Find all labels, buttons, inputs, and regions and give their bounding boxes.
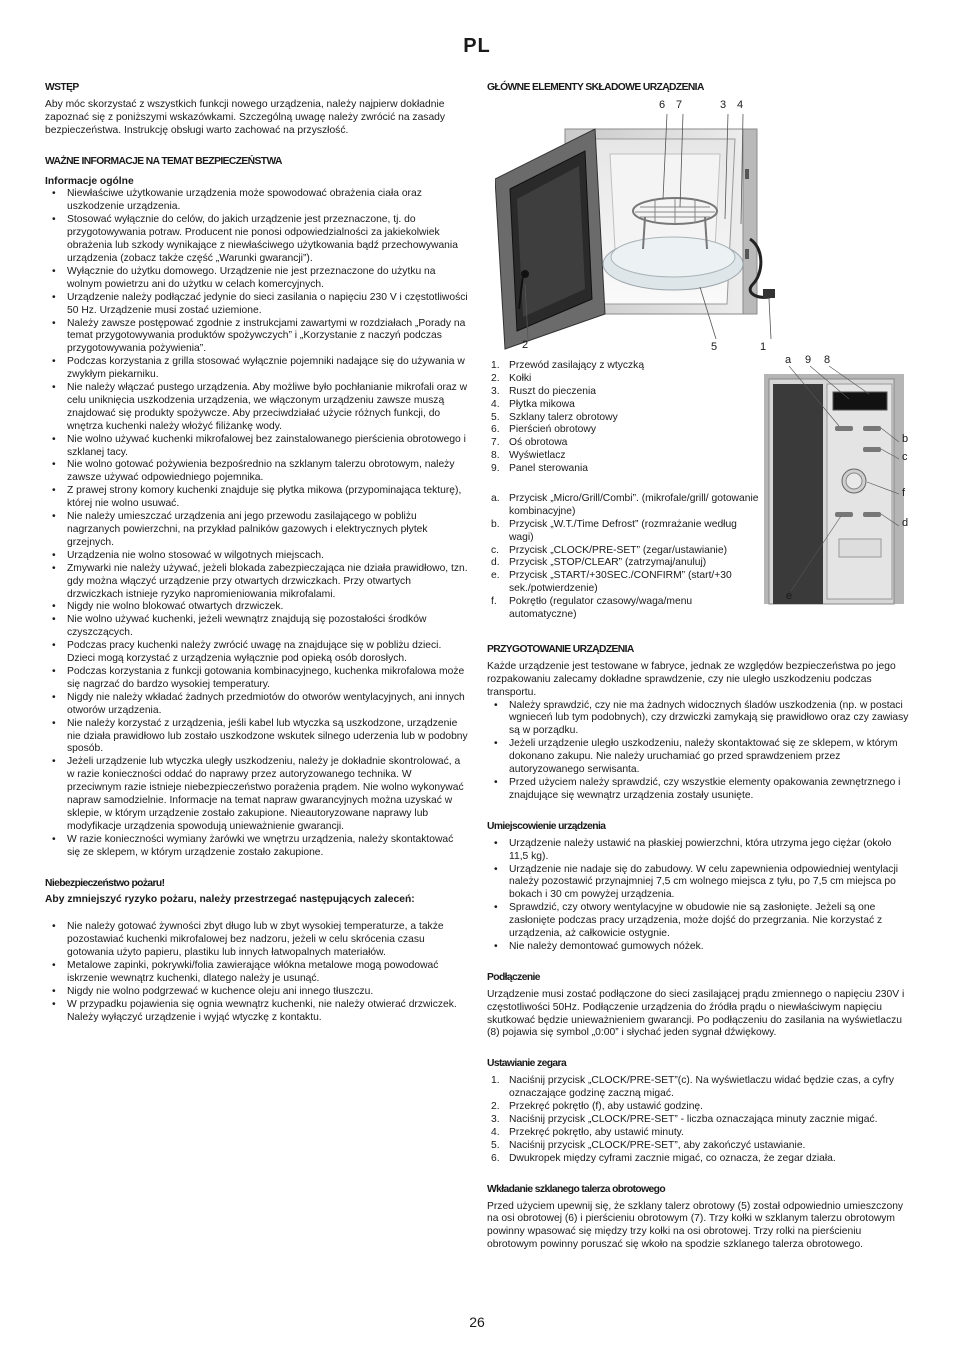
prep-text: Każde urządzenie jest testowane w fabryce, jednak ze względów bezpieczeństwa po jego rozpakowaniu zalecamy dokładne sprawdzenie, czy nie uległo uszkodzeniu podczas transportu.	[487, 660, 896, 698]
list-item: 1. Przewód zasilający z wtyczką	[491, 359, 645, 371]
placement-list	[487, 838, 910, 954]
panel-callout-b: b	[902, 432, 909, 445]
list-item: • Zmywarki nie należy używać, jeżeli blokada zabezpieczająca nie działa prawidłowo, tzn. gdy można włączyć urządzenie przy otwartych drzwiczkach. Przy otwartych drzwiczkach istnieje ryzyko napromieniowania mikrofalami.	[67, 563, 468, 602]
callout-4: 4	[737, 98, 744, 111]
intro-text: Aby móc skorzystać z wszystkich funkcji nowego urządzenia, należy najpierw dokładnie zapoznać się z poniższymi wskazówkami. Szczególną uwagę należy zwrócić na zasady bezpieczeństwa. Instrukcję obsługi warto zachować na przyszłość.	[45, 98, 446, 136]
left-column	[45, 82, 468, 1025]
list-item: • Urządzenie nie nadaje się do zabudowy. W celu zapewnienia odpowiedniej wentylacji należy pozostawić przynajmniej 7,5 cm wolnego miejsca z tyłu, po 7,5 cm miejsca po bokach i 30 cm powyżej urządzenia.	[509, 864, 910, 903]
list-item: • Nie wolno używać kuchenki, jeżeli wewnątrz znajdują się pozostałości środków czyszczących.	[67, 614, 468, 640]
parts-list	[487, 360, 762, 476]
callout-1: 1	[760, 340, 767, 353]
list-item: • Nigdy nie należy wkładać żadnych przedmiotów do otworów wentylacyjnych, ani innych otworów urządzenia.	[67, 692, 468, 718]
list-item: • Przed użyciem należy sprawdzić, czy wszystkie elementy opakowania zewnętrznego i znajdujące się wewnątrz urządzenia zostały usunięte.	[509, 777, 910, 803]
list-item: c. Przycisk „CLOCK/PRE-SET” (zegar/ustawianie)	[491, 544, 727, 556]
callout-6: 6	[659, 98, 666, 111]
safety-list	[45, 188, 468, 859]
list-item: • Sprawdzić, czy otwory wentylacyjne w obudowie nie są zasłonięte. Jeżeli są one zasłonięte podczas pracy urządzenia, może dojść do przegrzania. Nie korzystać z urządzenia, aż całkowicie ostygnie.	[509, 902, 910, 941]
list-item: • Z prawej strony komory kuchenki znajduje się płytka mikowa (przypominająca tekturę), której nie wolno usuwać.	[67, 485, 468, 511]
fire-list	[45, 921, 468, 1024]
list-item: • Nie wolno używać kuchenki mikrofalowej bez zainstalowanego pierścienia obrotowego i szklanej tacy.	[67, 434, 468, 460]
panel-callout-9: 9	[805, 353, 812, 366]
list-item: • Nie należy demontować gumowych nóżek.	[509, 941, 910, 954]
list-item: 6. Dwukropek między cyframi zacznie migać, co oznacza, że zegar działa.	[491, 1152, 836, 1164]
list-item: 5. Naciśnij przycisk „CLOCK/PRE-SET”, aby zakończyć ustawianie.	[491, 1139, 806, 1151]
connection-heading: Podłączenie	[487, 971, 540, 983]
connection-text: Urządzenie musi zostać podłączone do sieci zasilającej prądu zmiennego o napięciu 230V i częstotliwości 50Hz. Podłączenie urządzenia do źródła prądu o niewłaściwym napięciu skutkować będzie unieważnieniem gwarancji. Po podłączeniu do zasilania na wyświetlaczu (8) pojawia się symbol „0:00” i słychać jeden sygnał dźwiękowy.	[487, 988, 905, 1039]
list-item: 9. Panel sterowania	[491, 463, 588, 475]
list-item: • Nie należy włączać pustego urządzenia. Aby możliwe było pochłanianie mikrofali oraz w celu uniknięcia uszkodzenia urządzenia, we włączonym urządzeniu zawsze muszą znajdować się produkty spożywcze. Aby przeciwdziałać użycie różnych funkcji, do wnętrza kuchenki należy włożyć filiżankę wody.	[67, 382, 468, 434]
list-item: • Podczas korzystania z grilla stosować wyłącznie pojemniki nadające się do używania w zwykłym piekarniku.	[67, 356, 468, 382]
list-item: d. Przycisk „STOP/CLEAR” (zatrzymaj/anuluj)	[491, 557, 707, 569]
list-item: 8. Wyświetlacz	[491, 450, 566, 462]
intro-heading: WSTĘP	[45, 82, 79, 93]
list-item: • Nie należy korzystać z urządzenia, jeśli kabel lub wtyczka są uszkodzone, urządzenie nie działa prawidłowo lub zostało uszkodzone wskutek silnego uderzenia lub w podobny sposób.	[67, 718, 468, 757]
callout-7: 7	[676, 98, 683, 111]
list-item: • Nie należy gotować żywności zbyt długo lub w zbyt wysokiej temperaturze, a także pozostawiać kuchenki mikrofalowej bez nadzoru, jeżeli w celu skrócenia czasu gotowania użyto papieru, plastiku lub innych łatwopalnych materiałów.	[67, 921, 468, 960]
panel-callout-c: c	[902, 450, 908, 463]
list-item: • W przypadku pojawienia się ognia wewnątrz kuchenki, nie należy otwierać drzwiczek. Należy wyłączyć urządzenie i wyjąć wtyczkę z kontaktu.	[67, 999, 468, 1025]
control-panel-illustration	[759, 354, 909, 616]
list-item: • Nie należy umieszczać urządzenia ani jego przewodu zasilającego w pobliżu nagrzanych powierzchni, na przykład palników gazowych i elektrycznych płytek grzejnych.	[67, 511, 468, 550]
panel-callout-d: d	[902, 516, 909, 529]
list-item: a. Przycisk „Micro/Grill/Combi”. (mikrofale/grill/ gotowanie kombinacyjne)	[491, 492, 759, 517]
callout-5: 5	[711, 340, 718, 353]
callout-2: 2	[522, 338, 529, 351]
list-item: 1. Naciśnij przycisk „CLOCK/PRE-SET”(c). Na wyświetlaczu widać będzie czas, a cyfry oznaczające godzinę zaczną migać.	[491, 1075, 895, 1100]
tray-text: Przed użyciem upewnij się, że szklany talerz obrotowy (5) został odpowiednio umieszczony na osi obrotowej (6) i pierścieniu obrotowym (7). Trzy kołki w szklanym talerzu obrotowym powinny wpasować się między trzy kołki na osi obrotowej. Trzy rolki na pierścieniu obrotowym powinny poruszać się wkoło na spodzie szklanego talerza obrotowego.	[487, 1200, 904, 1251]
list-item: • Podczas korzystania z funkcji gotowania kombinacyjnego, kuchenka mikrofalowa może się nagrzać do bardzo wysokiej temperatury.	[67, 666, 468, 692]
fire-heading: Niebezpieczeństwo pożaru!	[45, 877, 165, 889]
clock-heading: Ustawianie zegara	[487, 1058, 567, 1070]
list-item: f. Pokrętło (regulator czasowy/waga/menu automatyczne)	[491, 596, 693, 621]
list-item: 7. Oś obrotowa	[491, 437, 568, 449]
list-item: • Stosować wyłącznie do celów, do jakich urządzenie jest przeznaczone, tj. do przygotowywania potraw. Producent nie ponosi odpowiedzialności za jakiekolwiek obrażenia lub szkody wynikające z niewłaściwego użytkowania bądź przechowywania urządzenia (zobacz także część „Warunki gwarancji”).	[67, 214, 468, 266]
list-item: • Należy sprawdzić, czy nie ma żadnych widocznych śladów uszkodzenia (np. w postaci wgnieceń lub tym podobnych), czy drzwiczki zamykają się prawidłowo oraz czy zawiasy są w porządku.	[509, 700, 910, 739]
list-item: • Wyłącznie do użytku domowego. Urządzenie nie jest przeznaczone do użytku na wolnym powietrzu ani do użytku w celach komercyjnych.	[67, 266, 468, 292]
prep-heading: PRZYGOTOWANIE URZĄDZENIA	[487, 643, 634, 655]
list-item: • Urządzenie należy ustawić na płaskiej powierzchni, która utrzyma jego ciężar (około 11,5 kg).	[509, 838, 910, 864]
list-item: • W razie konieczności wymiany żarówki we wnętrzu urządzenia, należy skontaktować się ze sklepem, w którym urządzenie zostało zakupione.	[67, 834, 468, 860]
list-item: 2. Przekręć pokrętło (f), aby ustawić godzinę.	[491, 1101, 704, 1113]
list-item: • Jeżeli urządzenie lub wtyczka uległy uszkodzeniu, należy je dokładnie skontrolować, a w razie konieczności oddać do naprawy przez autoryzowanego technika. W przeciwnym razie istnieje niebezpieczeństwo porażenia prądem. Nie wolno wykonywać napraw samodzielnie. Informacje na temat napraw gwarancyjnych można uzyskać w sklepie, w którym urządzenie zostało zakupione. Nieautoryzowane naprawy lub modyfikacje urządzenia spowodują unieważnienie gwarancji.	[67, 756, 468, 833]
list-item: • Nigdy nie wolno podgrzewać w kuchence oleju ani innego tłuszczu.	[67, 986, 468, 999]
list-item: 5. Szklany talerz obrotowy	[491, 411, 618, 423]
callout-3: 3	[720, 98, 727, 111]
list-item: e. Przycisk „START/+30SEC./CONFIRM” (start/+30 sek./potwierdzenie)	[491, 570, 732, 595]
right-column	[487, 82, 910, 1252]
components-heading: GŁÓWNE ELEMENTY SKŁADOWE URZĄDZENIA	[487, 82, 704, 93]
page-language: PL	[463, 35, 491, 57]
placement-heading: Umiejscowienie urządzenia	[487, 820, 606, 832]
tray-heading: Wkładanie szklanego talerza obrotowego	[487, 1183, 666, 1195]
list-item: 6. Pierścień obrotowy	[491, 424, 596, 436]
list-item: 4. Płytka mikowa	[491, 398, 575, 410]
list-item: 3. Ruszt do pieczenia	[491, 385, 597, 397]
prep-list	[487, 700, 910, 803]
panel-callout-8: 8	[824, 353, 831, 366]
oven-figure	[495, 99, 795, 354]
list-item: 4. Przekręć pokrętło, aby ustawić minuty.	[491, 1126, 684, 1138]
list-item: • Należy zawsze postępować zgodnie z instrukcjami zawartymi w rozdziałach „Porady na temat przygotowywania produktów spożywczych” i „Korzystanie z naczyń podczas przygotowywania pożywienia”.	[67, 318, 468, 357]
oven-illustration	[495, 99, 795, 354]
list-item: 2. Kołki	[491, 372, 532, 384]
list-item: • Nie wolno gotować pożywienia bezpośrednio na szklanym talerzu obrotowym, należy zawsze używać odpowiedniego pojemnika.	[67, 459, 468, 485]
buttons-list	[487, 493, 762, 622]
panel-callout-a: a	[785, 353, 792, 366]
list-item: • Podczas pracy kuchenki należy zwrócić uwagę na znajdujące się w pobliżu dzieci. Dzieci mogą korzystać z urządzenia wyłącznie pod opieką osób dorosłych.	[67, 640, 468, 666]
panel-callout-e: e	[786, 589, 793, 602]
safety-heading: WAŻNE INFORMACJE NA TEMAT BEZPIECZEŃSTWA	[45, 155, 282, 167]
list-item: • Jeżeli urządzenie uległo uszkodzeniu, należy skontaktować się ze sklepem, w którym dokonano zakupu. Nie należy uruchamiać go przed sprawdzeniem przez autoryzowanego serwisanta.	[509, 738, 910, 777]
list-item: • Urządzenia nie wolno stosować w wilgotnych miejscach.	[67, 550, 468, 563]
control-panel-figure	[759, 354, 909, 616]
panel-callout-f: f	[902, 486, 906, 499]
list-item: • Nigdy nie wolno blokować otwartych drzwiczek.	[67, 601, 468, 614]
safety-subheading: Informacje ogólne	[45, 175, 134, 187]
list-item: b. Przycisk „W.T./Time Defrost” (rozmrażanie według wagi)	[491, 518, 737, 543]
list-item: • Urządzenie należy podłączać jedynie do sieci zasilania o napięciu 230 V i częstotliwości 50 Hz. Urządzenie musi zostać uziemione.	[67, 292, 468, 318]
list-item: 3. Naciśnij przycisk „CLOCK/PRE-SET” - liczba oznaczająca minuty zacznie migać.	[491, 1114, 878, 1125]
list-item: • Niewłaściwe użytkowanie urządzenia może spowodować obrażenia ciała oraz uszkodzenie urządzenia.	[67, 188, 468, 214]
list-item: • Metalowe zapinki, pokrywki/folia zawierające włókna metalowe mogą powodować iskrzenie wewnątrz kuchenki, dlatego należy je usunąć.	[67, 960, 468, 986]
page-number: 26	[469, 1314, 485, 1330]
clock-steps	[487, 1075, 910, 1165]
fire-lead: Aby zmniejszyć ryzyko pożaru, należy przestrzegać następujących zaleceń:	[45, 894, 415, 906]
